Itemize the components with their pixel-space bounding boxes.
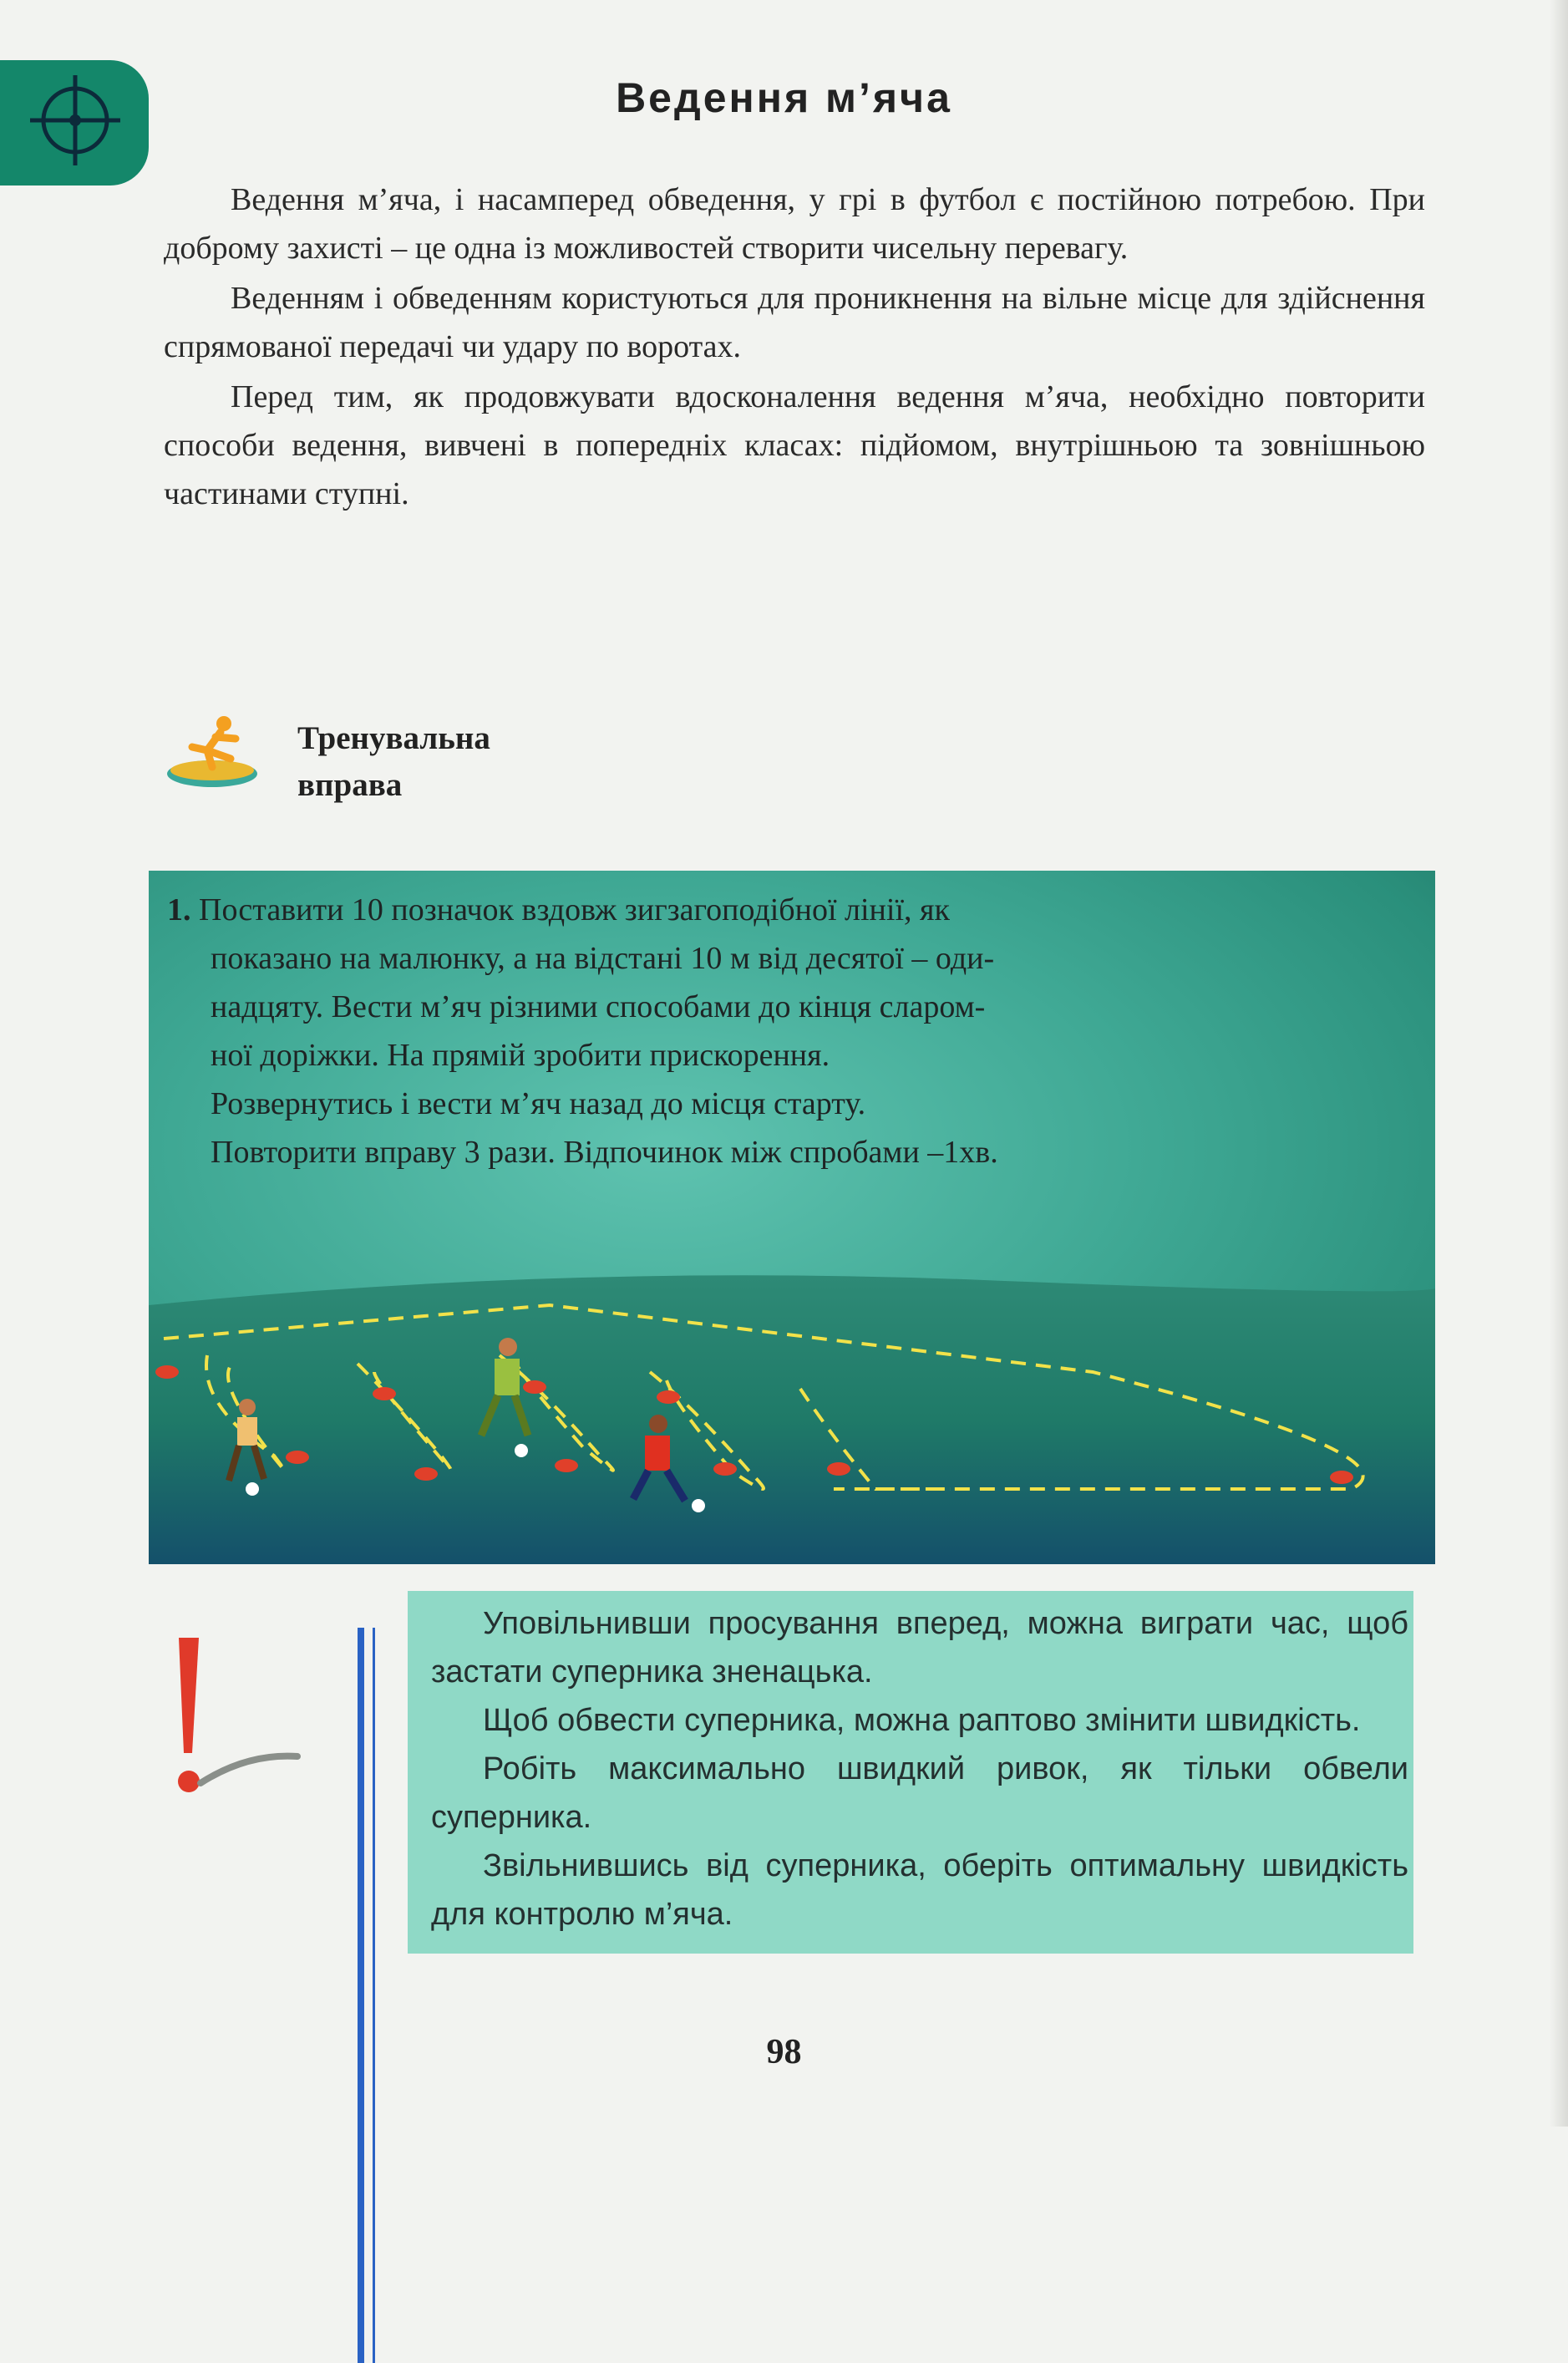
exercise-line: надцяту. Вести м’яч різними способами до кінця сларом- — [211, 989, 986, 1024]
exercise-number: 1. — [167, 892, 191, 927]
exercise-box — [149, 871, 1435, 1564]
cone-marker — [827, 1462, 850, 1476]
page-number: 98 — [766, 2033, 802, 2071]
cone-marker — [555, 1459, 578, 1472]
training-label-line: вправа — [297, 767, 403, 803]
cone-marker — [286, 1451, 309, 1464]
paragraph: Перед тим, як продовжувати вдосконалення ведення м’яча, необхідно повторити способи ведення, вивчені в попередніх класах: підйомом, внутрішньою та зовнішньою частинами ступні. — [164, 379, 1425, 511]
exclamation-icon — [164, 1628, 306, 1828]
cone-marker — [155, 1365, 179, 1379]
exercise-line: ної доріжки. На прямій зробити прискорення. — [211, 1038, 830, 1073]
cone-marker — [657, 1390, 680, 1404]
cone-marker — [713, 1462, 737, 1476]
exercise-line: показано на малюнку, а на відстані 10 м від десятої – оди- — [211, 941, 995, 976]
book-spine-shadow — [1550, 0, 1568, 2127]
tip-paragraph: Робіть максимально швидкий ривок, як тільки обвели суперника. — [431, 1751, 1408, 1835]
cone-marker — [414, 1467, 438, 1481]
running-figure-icon — [164, 712, 264, 795]
page-title: Ведення м’яча — [616, 74, 952, 121]
paragraph: Ведення м’яча, і насамперед обведення, у грі в футбол є постійною потребою. При доброму захисті – це одна із можливостей створити чисельну перевагу. — [164, 182, 1425, 266]
exercise-text — [167, 886, 1420, 1176]
paragraph: Веденням і обведенням користуються для проникнення на вільне місце для здійснення спрямованої передачі чи удару по воротах. — [164, 281, 1425, 364]
exercise-line: Повторити вправу 3 рази. Відпочинок між спробами –1хв. — [211, 1135, 998, 1170]
tip-paragraph: Звільнившись від суперника, оберіть оптимальну швидкість для контролю м’яча. — [431, 1848, 1408, 1932]
tip-paragraph: Уповільнивши просування вперед, можна виграти час, щоб застати суперника зненацька. — [431, 1606, 1408, 1690]
cone-marker — [373, 1387, 396, 1400]
grass-field — [149, 1275, 1435, 1564]
divider-bar — [373, 1628, 375, 2363]
exercise-line — [167, 886, 1420, 934]
tip-paragraph: Щоб обвести суперника, можна раптово змінити швидкість. — [483, 1703, 1361, 1738]
cone-marker — [1330, 1471, 1353, 1484]
tips-text — [431, 1599, 1408, 1939]
exercise-line: Розвернутись і вести м’яч назад до місця старту. — [211, 1086, 866, 1121]
divider-bar — [358, 1628, 364, 2363]
training-label — [297, 715, 490, 809]
training-label-line: Тренувальна — [297, 720, 490, 756]
intro-text — [164, 175, 1425, 520]
exercise-line-text: Поставити 10 позначок вздовж зигзагоподібної лінії, як — [199, 892, 950, 927]
cone-marker — [523, 1380, 546, 1394]
